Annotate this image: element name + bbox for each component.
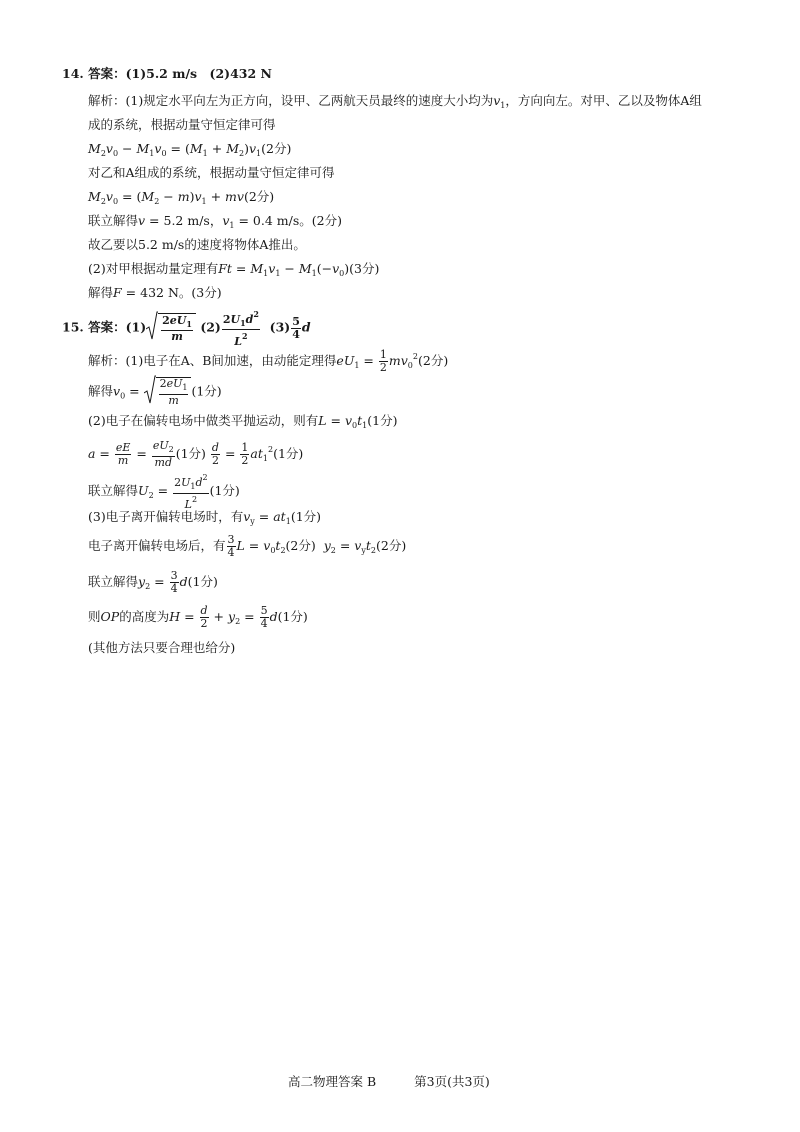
q15-analysis-line-6: (3)电子离开偏转电场时，有$v_y = at_1(1$分) (88, 509, 322, 526)
q15-analysis-line-1: 解析：(1)电子在A、B间加速，由动能定理得$eU_1$ = $\frac{1}{2}$ $mv_0^2(2$分) (88, 348, 449, 374)
q15-header: 15. 答案：(1) $\frac{2eU_1}{m}$ (2) $\frac{2U_1d^2}{L^2}$ (3) $\frac{5}{4}$ d (62, 309, 311, 348)
footer-title: 高二物理答案 B (288, 1074, 377, 1089)
q15-analysis-line-5: 联立解得$U_2$ = $\frac{2U_1d^2}{L^2}$ (1分) (88, 473, 240, 511)
sqrt-expression: $\frac{2eU_1}{m}$ (146, 313, 196, 343)
q14-header: 14. 答案：(1)5.2 m/s (2)432 N (62, 66, 272, 81)
q14-conclusion-line: 故乙要以5.2 m/s的速度将物体A推出。 (88, 237, 306, 252)
q14-part2-line: (2)对甲根据动量定理有$Ft = M_1v_1 - M_1(-v_0)(3$分) (88, 261, 380, 278)
q15-analysis-line-8: 联立解得$y_2$ = $\frac{3}{4}$ d(1分) (88, 569, 218, 595)
q15-analysis-line-3: (2)电子在偏转电场中做类平抛运动，则有$L = v_0t_1(1$分) (88, 413, 398, 430)
q15-analysis-line-2: 解得$v_0$ = $\frac{2eU_1}{m}$ (1分) (88, 377, 222, 407)
q14-analysis-line-4: 对乙和A组成的系统，根据动量守恒定律可得 (88, 165, 335, 180)
q15-analysis-line-4: a = $\frac{eE}{m}$ = $\frac{eU_2}{md}$ (1分) $\frac{d}{2}$ = $\frac{1}{2}$ $at_1^2(1$分) (88, 439, 304, 469)
footer-page-number: 第3页(共3页) (414, 1074, 490, 1089)
page-footer (288, 1072, 490, 1090)
q14-analysis-line-2: 成的系统，根据动量守恒定律可得 (88, 117, 276, 132)
q14-analysis-line-1: 解析：(1)规定水平向左为正方向，设甲、乙两航天员最终的速度大小均为$v_1$，方向向左。对甲、乙以及物体A组 (88, 93, 702, 110)
q15-analysis-line-9: 则OP的高度为H = $\frac{d}{2}$ + $y_2$ = $\frac{5}{4}$ d(1分) (88, 604, 308, 630)
q15-analysis-line-7: 电子离开偏转电场后，有 $\frac{3}{4}$ $L = v_0t_2(2$分) $y_2 = v_yt_2(2$分) (88, 533, 407, 559)
q14-equation-1: $M_2v_0 - M_1v_0 = (M_1 + M_2)v_1(2$分) (88, 141, 292, 158)
q14-equation-2: $M_2v_0 = (M_2 - m)v_1 + mv(2$分) (88, 189, 275, 206)
q15-note: (其他方法只要合理也给分) (88, 640, 236, 655)
q14-part2-result: 解得F = 432 N。(3分) (88, 285, 222, 300)
q14-result-line: 联立解得v = 5.2 m/s，$v_1 = 0.4$ m/s。(2分) (88, 213, 342, 230)
